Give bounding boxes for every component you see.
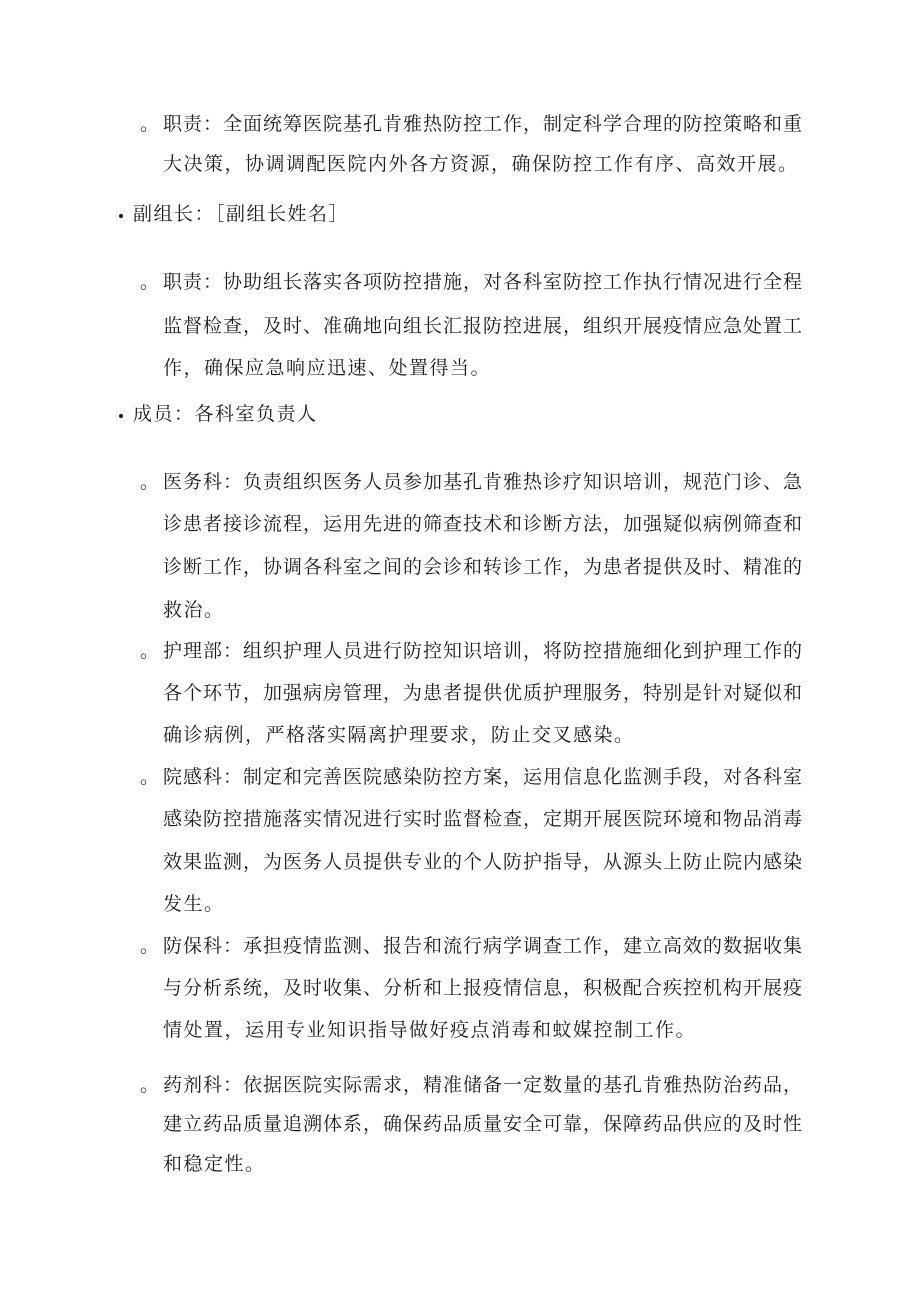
- member-line: 院感科：制定和完善医院感染防控方案，运用信息化监测手段，对各科室: [163, 766, 804, 788]
- deputy-duty-line-3: 作，确保应急响应迅速、处置得当。: [163, 357, 492, 379]
- member-line: 各个环节，加强病房管理，为患者提供优质护理服务，特别是针对疑似和: [163, 682, 804, 704]
- bullet-dot: [119, 414, 123, 418]
- deputy-label: 副组长：［副组长姓名］: [133, 203, 350, 225]
- member-line: 效果监测，为医务人员提供专业的个人防护指导，从源头上防止院内感染: [163, 851, 804, 873]
- sub-bullet-marker: 。: [140, 271, 160, 293]
- bullet-dot: [119, 214, 123, 218]
- deputy-duty-line-1: 职责：协助组长落实各项防控措施，对各科室防控工作执行情况进行全程: [163, 271, 804, 293]
- member-line: 诊患者接诊流程，运用先进的筛查技术和诊断方法，加强疑似病例筛查和: [163, 513, 804, 535]
- sub-bullet-marker: 。: [140, 1074, 160, 1096]
- member-line: 护理部：组织护理人员进行防控知识培训，将防控措施细化到护理工作的: [163, 640, 804, 662]
- member-line: 确诊病例，严格落实隔离护理要求，防止交叉感染。: [163, 724, 635, 746]
- sub-bullet-marker: 。: [140, 766, 160, 788]
- member-line: 救治。: [163, 599, 225, 621]
- member-line: 感染防控措施落实情况进行实时监督检查，定期开展医院环境和物品消毒: [163, 808, 804, 830]
- leader-duty-line-1: 职责：全面统筹医院基孔肯雅热防控工作，制定科学合理的防控策略和重: [163, 113, 804, 135]
- member-line: 情处置，运用专业知识指导做好疫点消毒和蚊媒控制工作。: [163, 1019, 697, 1041]
- sub-bullet-marker: 。: [140, 471, 160, 493]
- member-line: 与分析系统，及时收集、分析和上报疫情信息，积极配合疾控机构开展疫: [163, 977, 804, 999]
- member-line: 诊断工作，协调各科室之间的会诊和转诊工作，为患者提供及时、精准的: [163, 556, 804, 578]
- member-line: 发生。: [163, 893, 225, 915]
- member-line: 建立药品质量追溯体系，确保药品质量安全可靠，保障药品供应的及时性: [163, 1113, 804, 1135]
- member-line: 和稳定性。: [163, 1153, 266, 1175]
- members-label: 成员：各科室负责人: [133, 403, 318, 425]
- sub-bullet-marker: 。: [140, 113, 160, 135]
- sub-bullet-marker: 。: [140, 640, 160, 662]
- member-line: 药剂科：依据医院实际需求，精准储备一定数量的基孔肯雅热防治药品，: [163, 1074, 804, 1096]
- member-line: 医务科：负责组织医务人员参加基孔肯雅热诊疗知识培训，规范门诊、急: [163, 471, 804, 493]
- member-line: 防保科：承担疫情监测、报告和流行病学调查工作，建立高效的数据收集: [163, 935, 804, 957]
- deputy-duty-line-2: 监督检查，及时、准确地向组长汇报防控进展，组织开展疫情应急处置工: [163, 315, 804, 337]
- leader-duty-line-2: 大决策，协调调配医院内外各方资源，确保防控工作有序、高效开展。: [163, 153, 799, 175]
- sub-bullet-marker: 。: [140, 935, 160, 957]
